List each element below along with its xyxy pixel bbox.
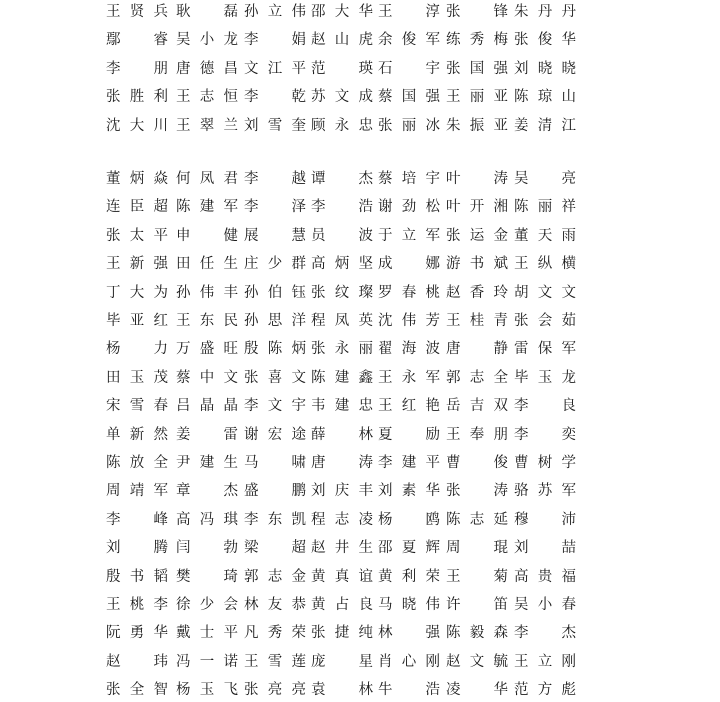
name-row [0,309,720,333]
person-name: 陈毅森 [446,625,508,642]
person-name: 刘 腾 [106,540,168,557]
person-name: 赵山虎 [311,32,373,49]
person-name: 殷书韬 [106,568,168,585]
person-name: 田玉茂 [106,369,168,386]
person-name: 苏文成 [311,89,373,106]
person-name: 郭志全 [446,369,508,386]
person-name: 余俊军 [378,32,440,49]
name-row [0,281,720,305]
person-name: 闫 勃 [176,540,238,557]
person-name: 谭 杰 [311,171,373,187]
person-name: 范方彪 [514,682,576,699]
person-name: 杨玉飞 [176,682,238,699]
person-name: 耿 磊 [176,4,238,20]
person-name: 高冯琪 [176,511,238,528]
person-name: 叶 涛 [446,171,508,187]
person-name: 殷陈炳 [244,341,306,358]
person-name: 李 浩 [311,199,373,216]
person-name: 丁大为 [106,284,168,301]
person-name: 张丽冰 [378,117,440,134]
person-name: 樊 琦 [176,568,238,585]
person-name: 吴小春 [514,597,576,613]
person-name: 唐 静 [446,341,508,358]
person-name: 雷保军 [514,341,576,358]
person-name: 胡文文 [514,284,576,301]
name-row [0,252,720,276]
person-name: 陈琼山 [514,89,576,106]
person-name: 王永军 [378,369,440,386]
person-name: 马 啸 [244,455,306,471]
person-name: 赵文毓 [446,653,508,670]
person-name: 翟海波 [378,341,440,358]
person-name: 凡秀荣 [244,625,306,642]
person-name: 肖心刚 [378,653,440,670]
person-name: 王志恒 [176,89,238,106]
person-name: 毕亚红 [106,313,168,329]
person-name: 张会茹 [514,313,576,329]
person-name: 王翠兰 [176,117,238,134]
person-name: 沈伟芳 [378,313,440,329]
person-name: 穆 沛 [514,511,576,528]
person-name: 唐 涛 [311,455,373,471]
person-name: 薛 林 [311,426,373,443]
person-name: 尹建生 [176,455,238,471]
name-row [0,678,720,702]
person-name: 于立军 [378,227,440,244]
person-name: 许 笛 [446,597,508,613]
person-name: 单新然 [106,426,168,443]
person-name: 毕玉龙 [514,369,576,386]
person-name: 谢劲松 [378,199,440,216]
name-row [0,366,720,390]
person-name: 游书斌 [446,256,508,273]
person-name: 孙思洋 [244,313,306,329]
person-name: 黄占良 [311,597,373,613]
person-name: 牛 浩 [378,682,440,699]
person-name: 张全智 [106,682,168,699]
person-name: 夏 励 [378,426,440,443]
person-name: 孙伟丰 [176,284,238,301]
person-name: 杨 鸥 [378,511,440,528]
person-name: 王纵横 [514,256,576,273]
person-name: 刘 喆 [514,540,576,557]
person-name: 陈丽祥 [514,199,576,216]
name-row [0,423,720,447]
person-name: 刘晓晓 [514,60,576,77]
person-name: 张纹璨 [311,284,373,301]
person-name: 陈放全 [106,455,168,471]
person-name: 王桃李 [106,597,168,613]
person-name: 章 杰 [176,483,238,500]
person-name: 张俊华 [514,32,576,49]
name-row [0,593,720,617]
person-name: 阮勇华 [106,625,168,642]
person-name: 练秀梅 [446,32,508,49]
person-name: 张胜利 [106,89,168,106]
person-name: 王雪莲 [244,653,306,670]
person-name: 张亮亮 [244,682,306,699]
person-name: 林 强 [378,625,440,642]
person-name: 黄利荣 [378,568,440,585]
person-name: 李东凯 [244,511,306,528]
person-name: 王 菊 [446,568,508,585]
name-row [0,28,720,52]
person-name: 朱丹丹 [514,4,576,20]
person-name: 顾永忠 [311,117,373,134]
person-name: 李 朋 [106,60,168,77]
person-name: 吕晶晶 [176,398,238,415]
person-name: 高炳坚 [311,256,373,273]
person-name: 赵井生 [311,540,373,557]
name-row [0,536,720,560]
name-row [0,337,720,361]
person-name: 韦建忠 [311,398,373,415]
person-name: 董天雨 [514,227,576,244]
person-name: 张 涛 [446,483,508,500]
person-name: 孙立伟 [244,4,306,20]
person-name: 石 宇 [378,60,440,77]
name-row [0,508,720,532]
name-row [0,114,720,138]
person-name: 李 奕 [514,426,576,443]
name-row [0,85,720,109]
person-name: 唐德昌 [176,60,238,77]
name-row [0,621,720,645]
person-name: 李 峰 [106,511,168,528]
person-name: 王奉朋 [446,426,508,443]
person-name: 赵 玮 [106,653,168,670]
person-name: 连臣超 [106,199,168,216]
person-name: 王 淳 [378,4,440,20]
person-name: 文江平 [244,60,306,77]
name-row [0,0,720,24]
person-name: 徐少会 [176,597,238,613]
person-name: 盛 鹏 [244,483,306,500]
person-name: 鄢 睿 [106,32,168,49]
person-name: 何凤君 [176,171,238,187]
person-name: 刘庆丰 [311,483,373,500]
person-name: 李 泽 [244,199,306,216]
person-name: 张运金 [446,227,508,244]
person-name: 王红艳 [378,398,440,415]
person-name: 李建平 [378,455,440,471]
person-name: 朱振亚 [446,117,508,134]
person-name: 郭志金 [244,568,306,585]
person-name: 谢宏途 [244,426,306,443]
person-name: 曹树学 [514,455,576,471]
person-name: 万盛旺 [176,341,238,358]
person-name: 庞 星 [311,653,373,670]
person-name: 岳吉双 [446,398,508,415]
person-name: 王桂青 [446,313,508,329]
name-row [0,479,720,503]
person-name: 沈大川 [106,117,168,134]
person-name: 宋雪春 [106,398,168,415]
person-name: 展 慧 [244,227,306,244]
person-name: 曹 俊 [446,455,508,471]
person-name: 蔡培宇 [378,171,440,187]
person-name: 范 瑛 [311,60,373,77]
name-row [0,565,720,589]
person-name: 邵大华 [311,4,373,20]
person-name: 姜清江 [514,117,576,134]
person-name: 周靖军 [106,483,168,500]
person-name: 袁 林 [311,682,373,699]
person-name: 王新强 [106,256,168,273]
person-name: 李文宇 [244,398,306,415]
person-name: 李 越 [244,171,306,187]
person-name: 凌 华 [446,682,508,699]
person-name: 孙伯钰 [244,284,306,301]
person-name: 李 乾 [244,89,306,106]
person-name: 高贵福 [514,568,576,585]
person-name: 黄真谊 [311,568,373,585]
name-row [0,195,720,219]
person-name: 赵香玲 [446,284,508,301]
person-name: 张 锋 [446,4,508,20]
person-name: 刘雪奎 [244,117,306,134]
person-name: 骆苏军 [514,483,576,500]
person-name: 成 娜 [378,256,440,273]
person-name: 庄少群 [244,256,306,273]
person-name: 蔡中文 [176,369,238,386]
person-name: 林友恭 [244,597,306,613]
name-row [0,224,720,248]
person-name: 杨 力 [106,341,168,358]
person-name: 吴 亮 [514,171,576,187]
person-name: 程凤英 [311,313,373,329]
person-name: 陈建鑫 [311,369,373,386]
person-name: 马晓伟 [378,597,440,613]
name-row [0,451,720,475]
person-name: 张国强 [446,60,508,77]
person-name: 程志凌 [311,511,373,528]
person-name: 王贤兵 [106,4,168,20]
person-name: 李 良 [514,398,576,415]
person-name: 冯一诺 [176,653,238,670]
person-name: 周 琨 [446,540,508,557]
person-name: 董炳焱 [106,171,168,187]
person-name: 陈志延 [446,511,508,528]
person-name: 戴士平 [176,625,238,642]
person-name: 罗春桃 [378,284,440,301]
person-name: 蔡国强 [378,89,440,106]
person-name: 张捷纯 [311,625,373,642]
person-name: 陈建军 [176,199,238,216]
name-row [0,650,720,674]
name-row [0,167,720,191]
person-name: 姜 雷 [176,426,238,443]
person-name: 刘素华 [378,483,440,500]
person-name: 张喜文 [244,369,306,386]
person-name: 王东民 [176,313,238,329]
person-name: 梁 超 [244,540,306,557]
person-name: 张太平 [106,227,168,244]
name-row [0,394,720,418]
person-name: 李 杰 [514,625,576,642]
person-name: 邵夏辉 [378,540,440,557]
person-name: 叶开湘 [446,199,508,216]
person-name: 王立刚 [514,653,576,670]
person-name: 吴小龙 [176,32,238,49]
person-name: 李 娟 [244,32,306,49]
person-name: 张永丽 [311,341,373,358]
person-name: 王丽亚 [446,89,508,106]
name-row [0,57,720,81]
person-name: 田任生 [176,256,238,273]
person-name: 申 健 [176,227,238,244]
person-name: 员 波 [311,227,373,244]
